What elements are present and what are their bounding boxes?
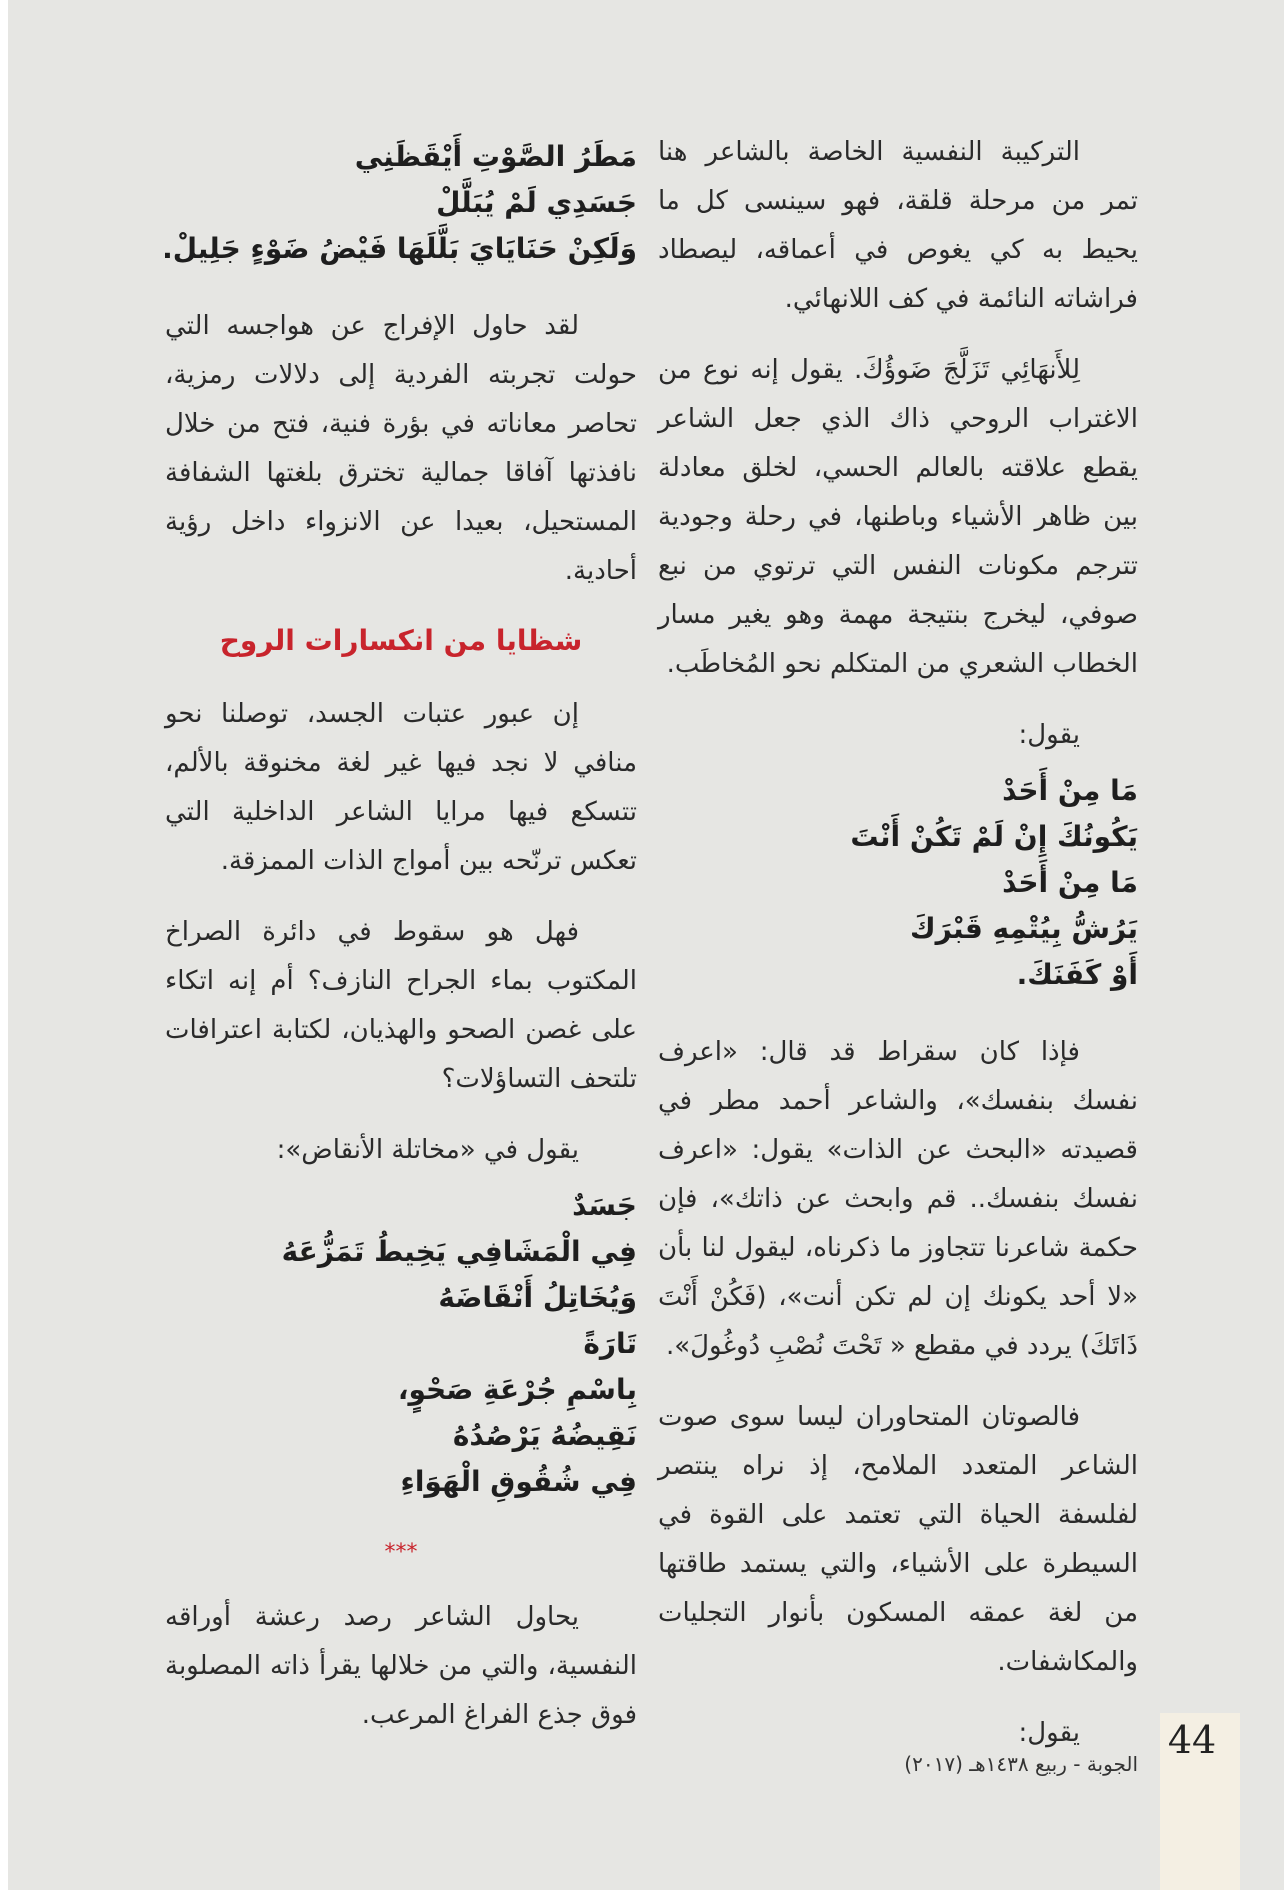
poem-line: جَسَدِي لَمْ يُبَلَّلْ — [436, 186, 637, 219]
section-separator: *** — [384, 1540, 418, 1565]
poem-line: فِي الْمَشَافِي يَخِيطُ تَمَزُّعَهُ — [281, 1235, 637, 1268]
quote-label: يقول في «مخاتلة الأنقاض»: — [276, 1135, 579, 1165]
page-number: 44 — [1167, 1718, 1217, 1762]
paragraph: إن عبور عتبات الجسد، توصلنا نحو منافي لا نجد فيها غير لغة مخنوقة بالألم، تتسكع فيها مرايا الشاعر الداخلية التي تعكس ترنّحه بين أمواج الذات الممزقة. — [165, 699, 637, 876]
poem-line: وَيُخَاتِلُ أَنْقَاضَهُ — [438, 1281, 637, 1314]
poem-line: يَكُونُكَ إِنْ لَمْ تَكُنْ أَنْتَ — [850, 820, 1138, 853]
paragraph: لِلأَنهَائِي تَزَلَّجَ ضَوؤُكَ. يقول إنه نوع من الاغتراب الروحي ذاك الذي جعل الشاعر يقطع علاقته بالعالم الحسي، لخلق معادلة بين ظاهر الأشياء وباطنها، في رحلة وجودية تترجم مكونات النفس التي ترتوي من نبع صوفي، ليخرج بنتيجة مهمة وهو يغير مسار الخطاب الشعري من المتكلم نحو المُخاطَب. — [658, 355, 1138, 679]
poem-line: مَا مِنْ أَحَدْ — [1002, 866, 1138, 899]
poem-line: يَرُشُّ بِيُتْمِهِ قَبْرَكَ — [909, 912, 1138, 945]
poem-line: جَسَدٌ — [572, 1189, 637, 1222]
poem-line: تَارَةً — [583, 1327, 637, 1360]
paragraph: فإذا كان سقراط قد قال: «اعرف نفسك بنفسك»، والشاعر أحمد مطر في قصيدته «البحث عن الذات» يقول: «اعرف نفسك بنفسك.. قم وابحث عن ذاتك»، فإن حكمة شاعرنا تتجاوز ما ذكرناه، ليقول لنا بأن «لا أحد يكونك إن لم تكن أنت»، (فَكُنْ أَنْتَ ذَاتَكَ) يردد في مقطع « تَحْتَ نُصْبِ دُوغُولَ». — [658, 1037, 1138, 1361]
poem-stanza — [162, 134, 637, 272]
poem-line: مَطَرُ الصَّوْتِ أَيْقَظَنِي — [354, 140, 637, 173]
poem-line: نَقِيضُهُ يَرْصُدُهُ — [452, 1419, 637, 1452]
left-column — [162, 128, 637, 1762]
poem-line: فِي شُقُوقِ الْهَوَاءِ — [400, 1465, 637, 1498]
poem-line: وَلَكِنْ حَنَايَايَ بَلَّلَهَا فَيْضُ ضَوْءٍ جَلِيلْ. — [162, 232, 637, 265]
poem-stanza — [658, 768, 1138, 998]
paragraph: فالصوتان المتحاوران ليسا سوى صوت الشاعر المتعدد الملامح، إذ نراه ينتصر لفلسفة الحياة التي تعتمد على القوة في السيطرة على الأشياء، والتي يستمد طاقتها من لغة عمقه المسكون بأنوار التجليات والمكاشفات. — [658, 1402, 1138, 1677]
section-heading: شظايا من انكسارات الروح — [219, 624, 583, 657]
paragraph: لقد حاول الإفراج عن هواجسه التي حولت تجربته الفردية إلى دلالات رمزية، تحاصر معاناته في بؤرة فنية، فتح من خلال نافذتها آفاقا جمالية تخترق بلغتها الشفافة المستحيل، بعيدا عن الانزواء داخل رؤية أحادية. — [165, 311, 637, 586]
issue-footer: الجوبة - ربيع ١٤٣٨هـ (٢٠١٧) — [904, 1752, 1138, 1776]
quote-label: يقول: — [1018, 1718, 1080, 1748]
paragraph: فهل هو سقوط في دائرة الصراخ المكتوب بماء الجراح النازف؟ أم إنه اتكاء على غصن الصحو والهذيان، لكتابة اعترافات تلتحف التساؤلات؟ — [165, 917, 637, 1094]
poem-line: أَوْ كَفَنَكَ. — [1016, 958, 1138, 991]
paragraph: يحاول الشاعر رصد رعشة أوراقه النفسية، والتي من خلالها يقرأ ذاته المصلوبة فوق جذع الفراغ المرعب. — [165, 1602, 637, 1730]
right-column — [658, 128, 1138, 1766]
paragraph: التركيبة النفسية الخاصة بالشاعر هنا تمر من مرحلة قلقة، فهو سينسى كل ما يحيط به كي يغوص في أعماقه، ليصطاد فراشاته النائمة في كف اللانهائي. — [658, 137, 1138, 314]
poem-line: بِاسْمِ جُرْعَةِ صَحْوٍ، — [397, 1373, 637, 1406]
page — [8, 0, 1284, 1890]
poem-stanza — [165, 1183, 637, 1505]
quote-label: يقول: — [1018, 720, 1080, 750]
poem-line: مَا مِنْ أَحَدْ — [1002, 774, 1138, 807]
